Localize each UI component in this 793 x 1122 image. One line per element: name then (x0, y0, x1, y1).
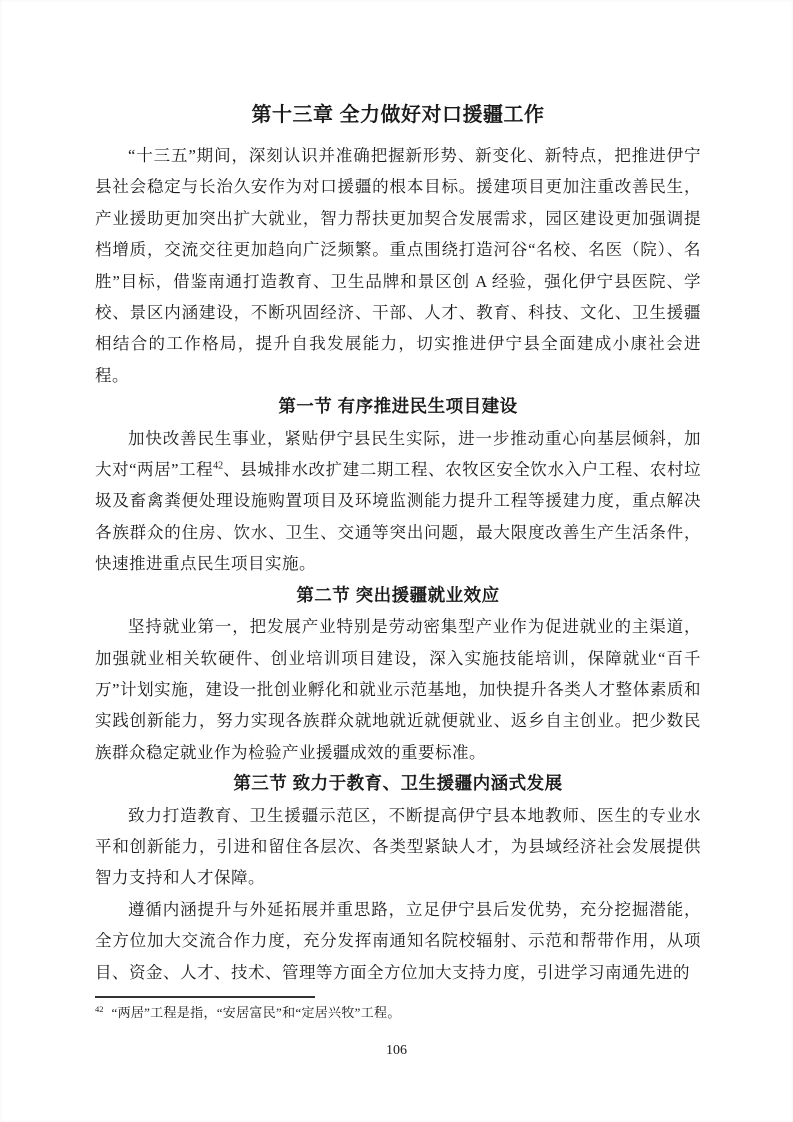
page-content (95, 0, 701, 988)
section-2-heading: 第二节 突出援疆就业效应 (296, 584, 500, 605)
footnote-text: “两居”工程是指，“安居富民”和“定居兴牧”工程。 (111, 1005, 401, 1020)
footnote-area (95, 996, 701, 1024)
section-3-paragraph-1: 致力打造教育、卫生援疆示范区，不断提高伊宁县本地教师、医生的专业水平和创新能力，引进和留住各层次、各类型紧缺人才，为县域经济社会发展提供智力支持和人才保障。 (95, 805, 701, 888)
section-1-paragraph-text-before: 加快改善民生事业，紧贴伊宁县民生实际，进一步推动重心向基层倾斜，加大对“两居”工程 (95, 428, 701, 480)
section-2-paragraph: 坚持就业第一，把发展产业特别是劳动密集型产业作为促进就业的主渠道，加强就业相关软硬件、创业培训项目建设，深入实施技能培训，保障就业“百千万”计划实施，建设一批创业孵化和就业示范基地，加快提升各类人才整体素质和实践创新能力，努力实现各族群众就地就近就便就业、返乡自主创业。把少数民族群众稳定就业作为检验产业援疆成效的重要标准。 (95, 617, 701, 762)
section-1-paragraph (95, 423, 701, 580)
footnote-marker: 42 (95, 1003, 104, 1014)
section-3-paragraph-2: 遵循内涵提升与外延拓展并重思路，立足伊宁县后发优势，充分挖掘潜能，全方位加大交流合作力度，充分发挥南通知名院校辐射、示范和帮带作用，从项目、资金、人才、技术、管理等方面全方位加大支持力度，引进学习南通先进的 (95, 899, 701, 982)
chapter-title: 第十三章 全力做好对口援疆工作 (251, 104, 545, 126)
section-1-heading: 第一节 有序推进民生项目建设 (278, 396, 518, 417)
footnote-divider (95, 996, 315, 998)
footnote (95, 1002, 701, 1024)
section-1-paragraph-text-after: 、县城排水改扩建二期工程、农牧区安全饮水入户工程、农村垃圾及畜禽粪便处理设施购置项目及环境监测能力提升工程等援建力度，重点解决各族群众的住房、饮水、卫生、交通等突出问题，最大限度改善生产生活条件，快速推进重点民生项目实施。 (95, 460, 701, 574)
intro-paragraph: “十三五”期间，深刻认识并准确把握新形势、新变化、新特点，把推进伊宁县社会稳定与长治久安作为对口援疆的根本目标。援建项目更加注重改善民生，产业援助更加突出扩大就业，智力帮扶更加契合发展需求，园区建设更加强调提档增质，交流交往更加趋向广泛频繁。重点围绕打造河谷“名校、名医（院）、名胜”目标，借鉴南通打造教育、卫生品牌和景区创 A 经验，强化伊宁县医院、学校、景区内涵建设，不断巩固经济、干部、人才、教育、科技、文化、卫生援疆相结合的工作格局，提升自我发展能力，切实推进伊宁县全面建成小康社会进程。 (95, 146, 701, 385)
section-3-heading: 第三节 致力于教育、卫生援疆内涵式发展 (233, 773, 563, 794)
footnote-reference-42: 42 (213, 460, 224, 472)
page-number: 106 (386, 1043, 407, 1058)
